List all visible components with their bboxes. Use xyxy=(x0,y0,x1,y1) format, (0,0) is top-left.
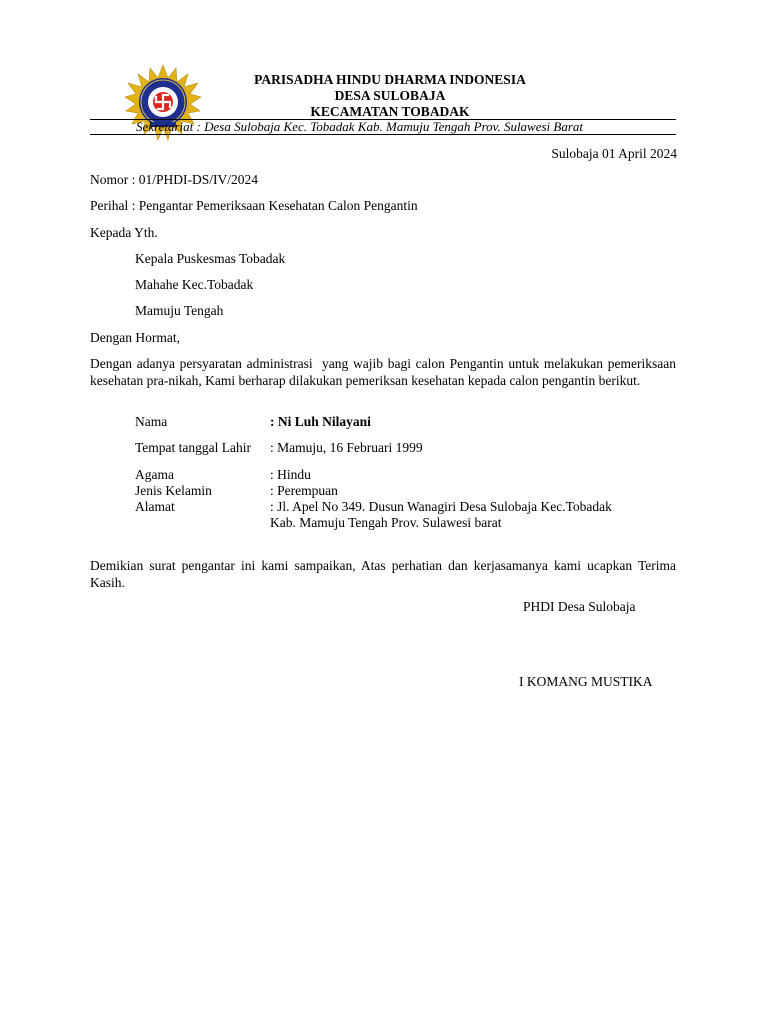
place-date: Sulobaja 01 April 2024 xyxy=(551,146,677,161)
secretariat-address: Sekretariat : Desa Sulobaja Kec. Tobadak Kab. Mamuju Tengah Prov. Sulawesi Barat xyxy=(136,119,584,134)
org-district: KECAMATAN TOBADAK xyxy=(310,104,470,119)
detail-value: : Mamuju, 16 Februari 1999 xyxy=(270,440,423,455)
closing-paragraph: Demikian surat pengantar ini kami sampaikan, Atas perhatian dan kerjasamanya kami ucapkan Terima Kasih. xyxy=(90,558,676,590)
detail-value: : Perempuan xyxy=(270,483,338,498)
detail-label: Tempat tanggal Lahir xyxy=(135,440,252,455)
detail-label: Nama xyxy=(135,414,168,429)
letter-number: Nomor : 01/PHDI-DS/IV/2024 xyxy=(90,172,258,187)
signer-organization: PHDI Desa Sulobaja xyxy=(523,599,636,614)
recipient-heading: Kepada Yth. xyxy=(90,225,158,240)
detail-label: Alamat xyxy=(135,499,175,514)
letter-subject: Perihal : Pengantar Pemeriksaan Kesehatan Calon Pengantin xyxy=(90,198,418,213)
org-name: PARISADHA HINDU DHARMA INDONESIA xyxy=(254,72,526,87)
header-rule-bottom xyxy=(90,134,676,135)
detail-value: : Ni Luh Nilayani xyxy=(270,414,371,429)
detail-value: : Jl. Apel No 349. Dusun Wanagiri Desa Sulobaja Kec.Tobadak xyxy=(270,499,612,514)
detail-value-continuation: Kab. Mamuju Tengah Prov. Sulawesi barat xyxy=(270,515,502,530)
recipient-line: Kepala Puskesmas Tobadak xyxy=(135,251,286,266)
recipient-line: Mamuju Tengah xyxy=(135,303,224,318)
org-village: DESA SULOBAJA xyxy=(334,88,446,103)
detail-label: Jenis Kelamin xyxy=(135,483,212,498)
detail-label: Agama xyxy=(135,467,174,482)
intro-paragraph: Dengan adanya persyaratan administrasi yang wajib bagi calon Pengantin untuk melakukan pemeriksaan kesehatan pra-nikah, Kami berharap dilakukan pemeriksan kesehatan kepada calon pengantin berikut. xyxy=(90,356,680,388)
detail-value: : Hindu xyxy=(270,467,311,482)
signer-name: I KOMANG MUSTIKA xyxy=(519,674,653,689)
salutation: Dengan Hormat, xyxy=(90,330,180,345)
recipient-line: Mahahe Kec.Tobadak xyxy=(135,277,254,292)
